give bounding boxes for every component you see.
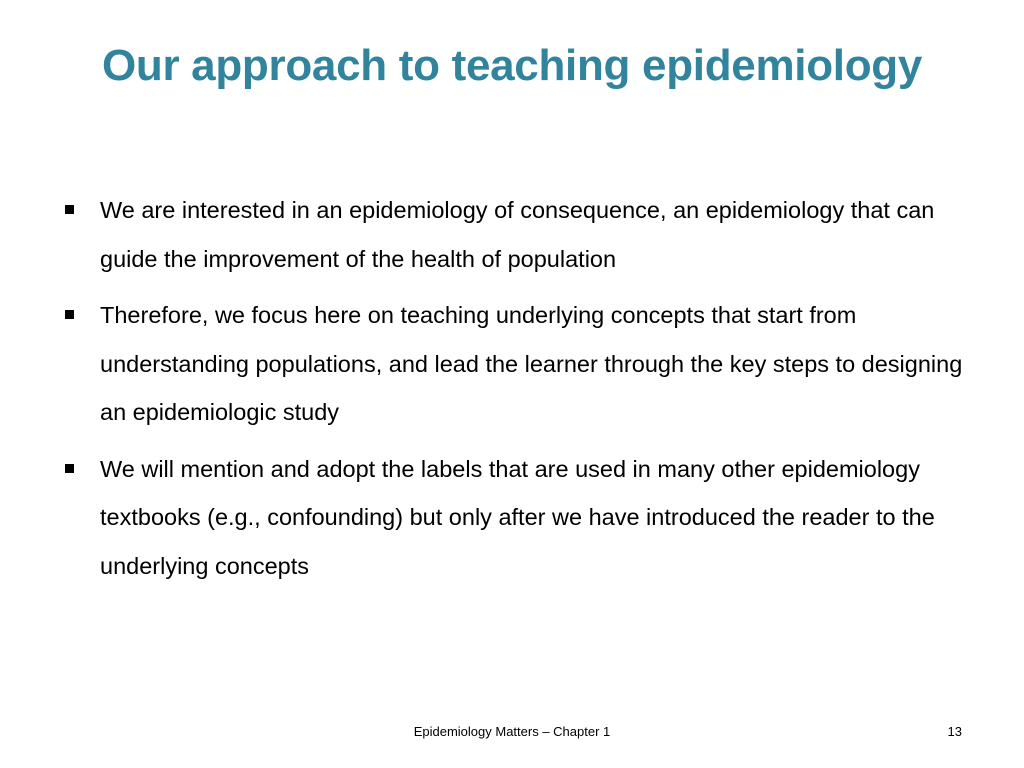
page-number: 13 — [947, 724, 962, 739]
slide-title: Our approach to teaching epidemiology — [101, 41, 923, 90]
bullet-list — [62, 186, 972, 598]
bullet-item — [62, 445, 972, 591]
square-bullet-icon — [65, 464, 74, 473]
bullet-item — [62, 291, 972, 437]
bullet-text: Therefore, we focus here on teaching underlying concepts that start from understanding populations, and lead the learner through the key steps to designing an epidemiologic study — [100, 302, 963, 425]
bullet-text: We will mention and adopt the labels that are used in many other epidemiology textbooks (e.g., confounding) but only after we have introduced the reader to the underlying concepts — [100, 455, 935, 579]
footer-text: Epidemiology Matters – Chapter 1 — [413, 724, 611, 739]
square-bullet-icon — [65, 310, 74, 319]
bullet-item — [62, 186, 972, 283]
square-bullet-icon — [65, 205, 74, 214]
bullet-text: We are interested in an epidemiology of consequence, an epidemiology that can guide the improvement of the health of population — [100, 197, 935, 272]
